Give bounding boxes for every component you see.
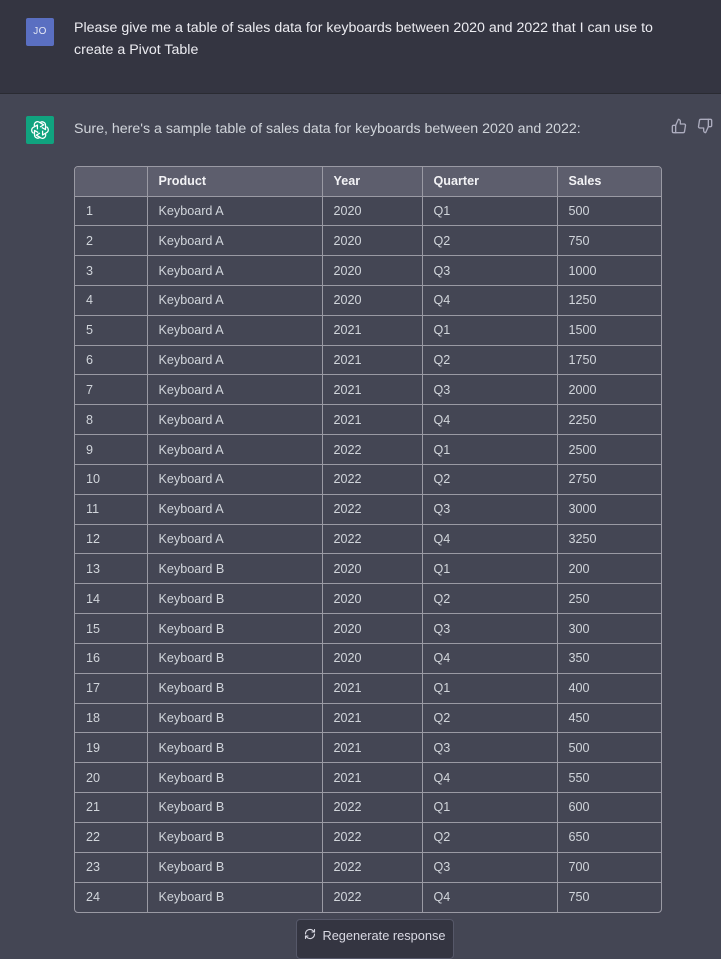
cell-product: Keyboard B [147, 643, 322, 673]
cell-year: 2020 [322, 554, 422, 584]
cell-sales: 2000 [557, 375, 661, 405]
user-avatar: JO [26, 18, 54, 46]
cell-product: Keyboard B [147, 852, 322, 882]
cell-quarter: Q4 [422, 524, 557, 554]
cell-product: Keyboard A [147, 464, 322, 494]
cell-index: 2 [75, 226, 147, 256]
cell-year: 2020 [322, 226, 422, 256]
header-quarter: Quarter [422, 167, 557, 196]
feedback-buttons [671, 118, 713, 134]
cell-product: Keyboard A [147, 524, 322, 554]
cell-index: 18 [75, 703, 147, 733]
cell-product: Keyboard B [147, 793, 322, 823]
cell-index: 20 [75, 763, 147, 793]
table-row [75, 852, 661, 882]
cell-index: 5 [75, 315, 147, 345]
cell-product: Keyboard A [147, 345, 322, 375]
user-message-text: Please give me a table of sales data for keyboards between 2020 and 2022 that I can use to create a Pivot Table [74, 20, 653, 58]
cell-sales: 400 [557, 673, 661, 703]
cell-product: Keyboard B [147, 733, 322, 763]
cell-year: 2021 [322, 315, 422, 345]
assistant-intro-text: Sure, here's a sample table of sales data for keyboards between 2020 and 2022: [74, 121, 581, 137]
table-row [75, 524, 661, 554]
table-row [75, 763, 661, 793]
cell-sales: 650 [557, 822, 661, 852]
table-row [75, 554, 661, 584]
cell-year: 2021 [322, 763, 422, 793]
table-row [75, 375, 661, 405]
cell-quarter: Q1 [422, 315, 557, 345]
cell-index: 8 [75, 405, 147, 435]
cell-product: Keyboard B [147, 673, 322, 703]
table-row [75, 793, 661, 823]
cell-year: 2022 [322, 435, 422, 465]
cell-quarter: Q2 [422, 226, 557, 256]
cell-sales: 300 [557, 614, 661, 644]
table-row [75, 673, 661, 703]
cell-year: 2021 [322, 375, 422, 405]
cell-quarter: Q1 [422, 793, 557, 823]
cell-quarter: Q2 [422, 822, 557, 852]
cell-quarter: Q1 [422, 673, 557, 703]
table-row [75, 882, 661, 912]
header-sales: Sales [557, 167, 661, 196]
sales-table [74, 166, 662, 913]
cell-sales: 600 [557, 793, 661, 823]
cell-year: 2021 [322, 733, 422, 763]
table-row [75, 614, 661, 644]
assistant-message [0, 94, 721, 945]
cell-quarter: Q3 [422, 256, 557, 286]
cell-quarter: Q1 [422, 554, 557, 584]
table-row [75, 494, 661, 524]
cell-sales: 1250 [557, 285, 661, 315]
cell-sales: 1750 [557, 345, 661, 375]
cell-quarter: Q4 [422, 763, 557, 793]
cell-sales: 500 [557, 733, 661, 763]
cell-year: 2021 [322, 673, 422, 703]
cell-product: Keyboard A [147, 196, 322, 226]
cell-index: 15 [75, 614, 147, 644]
regenerate-label: Regenerate response [322, 927, 446, 943]
table-row [75, 256, 661, 286]
table-row [75, 345, 661, 375]
cell-product: Keyboard B [147, 822, 322, 852]
table-header-row [75, 167, 661, 196]
table-row [75, 435, 661, 465]
cell-year: 2022 [322, 524, 422, 554]
openai-logo-icon [26, 116, 54, 144]
cell-year: 2021 [322, 345, 422, 375]
cell-quarter: Q3 [422, 494, 557, 524]
cell-index: 1 [75, 196, 147, 226]
cell-product: Keyboard A [147, 405, 322, 435]
cell-index: 24 [75, 882, 147, 912]
cell-quarter: Q1 [422, 196, 557, 226]
thumbs-up-icon[interactable] [671, 118, 687, 134]
cell-quarter: Q4 [422, 285, 557, 315]
cell-sales: 500 [557, 196, 661, 226]
cell-year: 2020 [322, 584, 422, 614]
cell-year: 2022 [322, 793, 422, 823]
cell-sales: 250 [557, 584, 661, 614]
table-row [75, 733, 661, 763]
cell-index: 13 [75, 554, 147, 584]
cell-index: 14 [75, 584, 147, 614]
table-row [75, 822, 661, 852]
cell-sales: 1000 [557, 256, 661, 286]
cell-index: 17 [75, 673, 147, 703]
cell-sales: 700 [557, 852, 661, 882]
cell-quarter: Q1 [422, 435, 557, 465]
cell-index: 21 [75, 793, 147, 823]
table-row [75, 315, 661, 345]
cell-sales: 3250 [557, 524, 661, 554]
cell-year: 2020 [322, 285, 422, 315]
cell-quarter: Q3 [422, 733, 557, 763]
cell-index: 4 [75, 285, 147, 315]
cell-quarter: Q4 [422, 882, 557, 912]
cell-sales: 3000 [557, 494, 661, 524]
cell-product: Keyboard A [147, 315, 322, 345]
cell-year: 2021 [322, 405, 422, 435]
cell-sales: 750 [557, 226, 661, 256]
cell-quarter: Q2 [422, 703, 557, 733]
cell-index: 19 [75, 733, 147, 763]
cell-quarter: Q2 [422, 345, 557, 375]
table-row [75, 703, 661, 733]
cell-index: 3 [75, 256, 147, 286]
cell-sales: 200 [557, 554, 661, 584]
cell-product: Keyboard B [147, 703, 322, 733]
table-row [75, 584, 661, 614]
cell-product: Keyboard A [147, 494, 322, 524]
regenerate-response-button[interactable] [296, 919, 454, 959]
cell-year: 2022 [322, 882, 422, 912]
cell-product: Keyboard A [147, 226, 322, 256]
cell-product: Keyboard B [147, 584, 322, 614]
cell-quarter: Q3 [422, 852, 557, 882]
header-index [75, 167, 147, 196]
header-product: Product [147, 167, 322, 196]
thumbs-down-icon[interactable] [697, 118, 713, 134]
cell-quarter: Q4 [422, 643, 557, 673]
user-message [0, 0, 721, 94]
cell-year: 2021 [322, 703, 422, 733]
cell-year: 2022 [322, 822, 422, 852]
cell-index: 11 [75, 494, 147, 524]
cell-sales: 350 [557, 643, 661, 673]
table-row [75, 464, 661, 494]
cell-product: Keyboard A [147, 435, 322, 465]
cell-quarter: Q2 [422, 464, 557, 494]
cell-year: 2022 [322, 494, 422, 524]
cell-quarter: Q3 [422, 375, 557, 405]
cell-year: 2020 [322, 643, 422, 673]
cell-quarter: Q2 [422, 584, 557, 614]
cell-product: Keyboard B [147, 882, 322, 912]
table-row [75, 643, 661, 673]
cell-index: 10 [75, 464, 147, 494]
cell-index: 7 [75, 375, 147, 405]
refresh-icon [304, 928, 316, 943]
table-row [75, 285, 661, 315]
cell-sales: 450 [557, 703, 661, 733]
cell-year: 2022 [322, 852, 422, 882]
cell-sales: 550 [557, 763, 661, 793]
cell-year: 2020 [322, 256, 422, 286]
cell-sales: 750 [568, 890, 590, 905]
table-row [75, 196, 661, 226]
cell-product: Keyboard B [147, 554, 322, 584]
table-row [75, 226, 661, 256]
cell-year: 2020 [322, 196, 422, 226]
cell-year: 2022 [322, 464, 422, 494]
cell-sales: 2500 [557, 435, 661, 465]
cell-index: 16 [75, 643, 147, 673]
cell-index: 23 [75, 852, 147, 882]
cell-year: 2020 [322, 614, 422, 644]
cell-quarter: Q4 [422, 405, 557, 435]
cell-product: Keyboard A [147, 256, 322, 286]
cell-quarter: Q3 [422, 614, 557, 644]
cell-product: Keyboard B [147, 614, 322, 644]
cell-product: Keyboard A [147, 375, 322, 405]
cell-index: 22 [75, 822, 147, 852]
cell-index: 9 [75, 435, 147, 465]
table-row [75, 405, 661, 435]
cell-product: Keyboard B [147, 763, 322, 793]
cell-index: 12 [75, 524, 147, 554]
cell-sales: 2250 [557, 405, 661, 435]
cell-index: 6 [75, 345, 147, 375]
cell-sales: 2750 [557, 464, 661, 494]
cell-product: Keyboard A [147, 285, 322, 315]
cell-sales: 1500 [557, 315, 661, 345]
header-year: Year [322, 167, 422, 196]
